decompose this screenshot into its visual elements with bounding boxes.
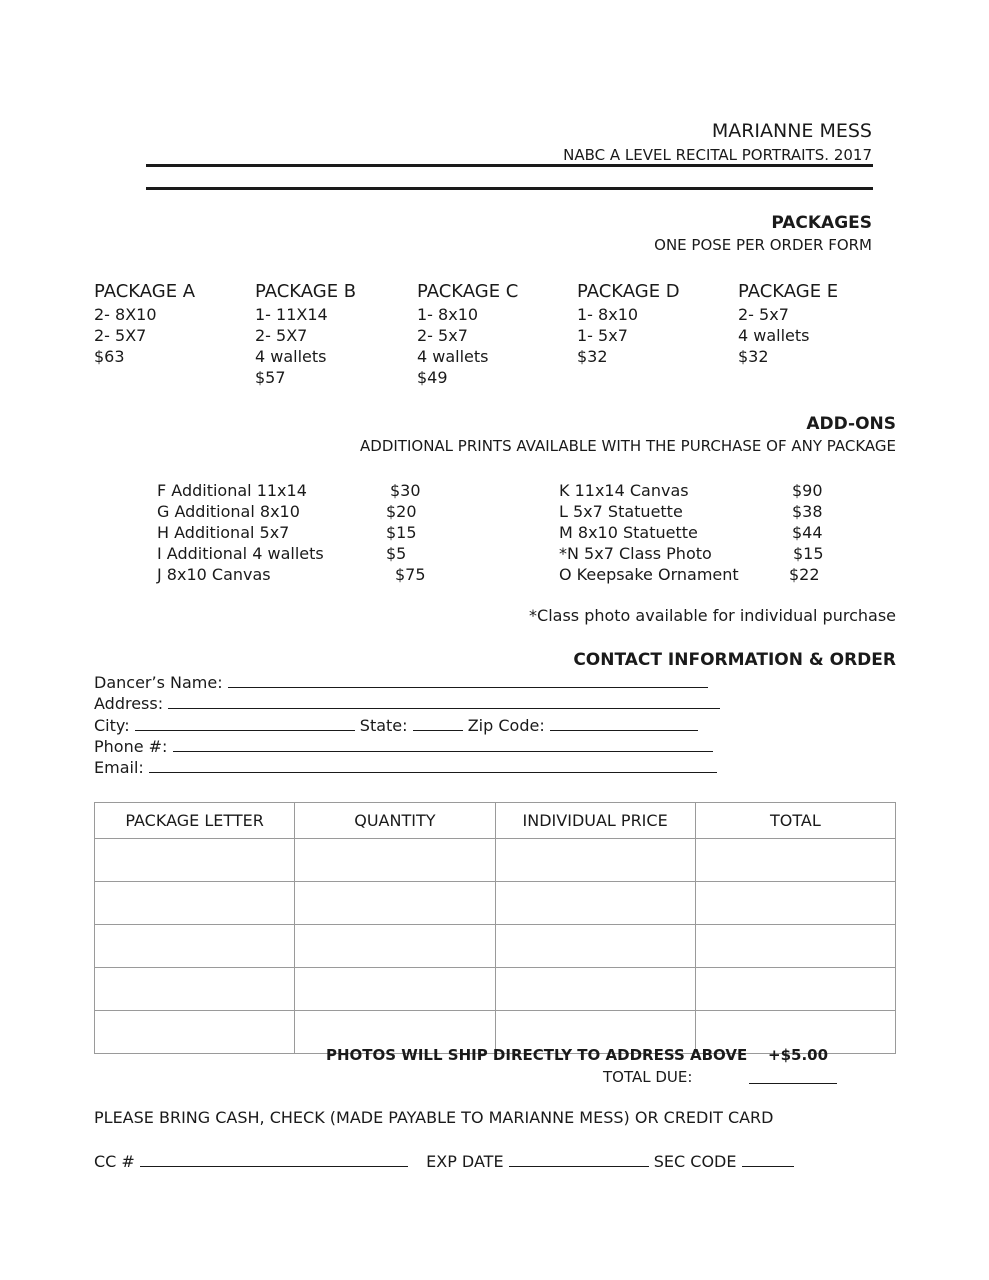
payment-row: [94, 1151, 794, 1171]
addon-price: $20: [386, 502, 417, 521]
email-field[interactable]: [149, 757, 717, 773]
package-line: 4 wallets: [738, 326, 810, 345]
zip-field[interactable]: [550, 715, 698, 731]
addon-label: *N 5x7 Class Photo: [559, 544, 712, 563]
cc-label: CC #: [94, 1152, 135, 1171]
contact-heading: CONTACT INFORMATION & ORDER: [573, 650, 896, 670]
package-price: $63: [94, 347, 125, 366]
package-line: 4 wallets: [417, 347, 489, 366]
package-letter-cell[interactable]: [95, 882, 295, 925]
table-row: [95, 968, 896, 1011]
state-label: State:: [359, 716, 408, 735]
package-line: 2- 5x7: [738, 305, 789, 324]
city-state-zip-row: [94, 715, 698, 735]
state-field[interactable]: [413, 715, 463, 731]
phone-row: [94, 736, 713, 756]
package-line: 2- 5X7: [255, 326, 308, 345]
form-subtitle: NABC A LEVEL RECITAL PORTRAITS. 2017: [563, 146, 872, 164]
email-row: [94, 757, 717, 777]
address-label: Address:: [94, 694, 164, 713]
package-title: PACKAGE A: [94, 281, 196, 302]
address-row: [94, 693, 720, 713]
addon-label: F Additional 11x14: [157, 481, 307, 500]
package-d: [577, 280, 737, 367]
header-divider-top: [146, 164, 873, 167]
package-letter-cell[interactable]: [95, 839, 295, 882]
addon-label: J 8x10 Canvas: [157, 565, 271, 584]
address-field[interactable]: [168, 693, 720, 709]
package-line: 2- 8X10: [94, 305, 157, 324]
package-line: 1- 8x10: [577, 305, 639, 324]
package-price: $32: [738, 347, 769, 366]
package-c: [417, 280, 577, 388]
package-title: PACKAGE C: [417, 281, 519, 302]
city-label: City:: [94, 716, 130, 735]
package-line: 2- 5x7: [417, 326, 468, 345]
packages-heading: PACKAGES: [771, 213, 872, 233]
package-b: [255, 280, 415, 388]
addon-price: $15: [793, 544, 824, 563]
column-header: INDIVIDUAL PRICE: [495, 803, 695, 839]
package-line: 2- 5X7: [94, 326, 147, 345]
total-cell[interactable]: [695, 968, 895, 1011]
addon-price: $44: [792, 523, 823, 542]
addon-price: $5: [386, 544, 407, 563]
total-due-label: TOTAL DUE:: [603, 1068, 693, 1086]
city-field[interactable]: [135, 715, 355, 731]
addon-price: $15: [386, 523, 417, 542]
quantity-cell[interactable]: [295, 925, 495, 968]
column-header: QUANTITY: [295, 803, 495, 839]
order-table-header: [95, 803, 896, 839]
dancer-name-field[interactable]: [228, 672, 708, 688]
quantity-cell[interactable]: [295, 839, 495, 882]
addon-prices-right: [789, 480, 824, 585]
column-header: TOTAL: [695, 803, 895, 839]
class-photo-note: *Class photo available for individual purchase: [529, 606, 896, 625]
quantity-cell[interactable]: [295, 882, 495, 925]
header-divider-bottom: [146, 187, 873, 190]
addon-labels-right: [559, 480, 739, 585]
individual-price-cell[interactable]: [495, 925, 695, 968]
addon-item: [157, 480, 324, 585]
sec-code-field[interactable]: [742, 1151, 794, 1167]
package-price: $32: [577, 347, 608, 366]
total-due-field[interactable]: [749, 1068, 837, 1084]
individual-price-cell[interactable]: [495, 968, 695, 1011]
package-e: [738, 280, 898, 367]
total-cell[interactable]: [695, 882, 895, 925]
zip-label: Zip Code:: [467, 716, 545, 735]
individual-price-cell[interactable]: [495, 839, 695, 882]
addon-price: $75: [395, 565, 426, 584]
table-row: [95, 882, 896, 925]
package-a: [94, 280, 254, 367]
photographer-name: MARIANNE MESS: [711, 120, 872, 142]
addon-label: L 5x7 Statuette: [559, 502, 683, 521]
dancer-name-row: [94, 672, 708, 692]
quantity-cell[interactable]: [295, 968, 495, 1011]
cc-field[interactable]: [140, 1151, 408, 1167]
packages-subheading: ONE POSE PER ORDER FORM: [654, 236, 872, 254]
addon-label: O Keepsake Ornament: [559, 565, 739, 584]
shipping-note: PHOTOS WILL SHIP DIRECTLY TO ADDRESS ABOVE: [326, 1046, 748, 1064]
package-price: $49: [417, 368, 448, 387]
addons-subheading: ADDITIONAL PRINTS AVAILABLE WITH THE PURCHASE OF ANY PACKAGE: [360, 437, 896, 455]
package-line: 1- 8x10: [417, 305, 479, 324]
addon-label: G Additional 8x10: [157, 502, 300, 521]
package-line: 1- 11X14: [255, 305, 328, 324]
addon-price: $22: [789, 565, 820, 584]
total-cell[interactable]: [695, 925, 895, 968]
column-header: PACKAGE LETTER: [95, 803, 295, 839]
order-table: [94, 802, 896, 1054]
exp-date-label: EXP DATE: [426, 1152, 504, 1171]
table-row: [95, 839, 896, 882]
package-letter-cell[interactable]: [95, 1011, 295, 1054]
package-title: PACKAGE E: [738, 281, 839, 302]
addon-label: M 8x10 Statuette: [559, 523, 698, 542]
payment-note: PLEASE BRING CASH, CHECK (MADE PAYABLE TO MARIANNE MESS) OR CREDIT CARD: [94, 1108, 774, 1127]
package-line: 4 wallets: [255, 347, 327, 366]
addon-price: $90: [792, 481, 823, 500]
addon-label: I Additional 4 wallets: [157, 544, 324, 563]
individual-price-cell[interactable]: [495, 882, 695, 925]
shipping-fee: +$5.00: [768, 1046, 829, 1064]
package-line: 1- 5x7: [577, 326, 628, 345]
exp-date-field[interactable]: [509, 1151, 649, 1167]
addons-heading: ADD-ONS: [806, 414, 896, 434]
package-letter-cell[interactable]: [95, 925, 295, 968]
sec-code-label: SEC CODE: [653, 1152, 737, 1171]
addon-price: $30: [390, 481, 421, 500]
package-price: $57: [255, 368, 286, 387]
package-title: PACKAGE D: [577, 281, 680, 302]
total-cell[interactable]: [695, 839, 895, 882]
package-letter-cell[interactable]: [95, 968, 295, 1011]
addon-label: K 11x14 Canvas: [559, 481, 689, 500]
email-label: Email:: [94, 758, 144, 777]
package-title: PACKAGE B: [255, 281, 357, 302]
phone-field[interactable]: [173, 736, 713, 752]
addon-price: $38: [792, 502, 823, 521]
addon-prices-left: [386, 480, 426, 585]
table-row: [95, 925, 896, 968]
dancer-name-label: Dancer’s Name:: [94, 673, 223, 692]
addon-label: H Additional 5x7: [157, 523, 290, 542]
phone-label: Phone #:: [94, 737, 168, 756]
